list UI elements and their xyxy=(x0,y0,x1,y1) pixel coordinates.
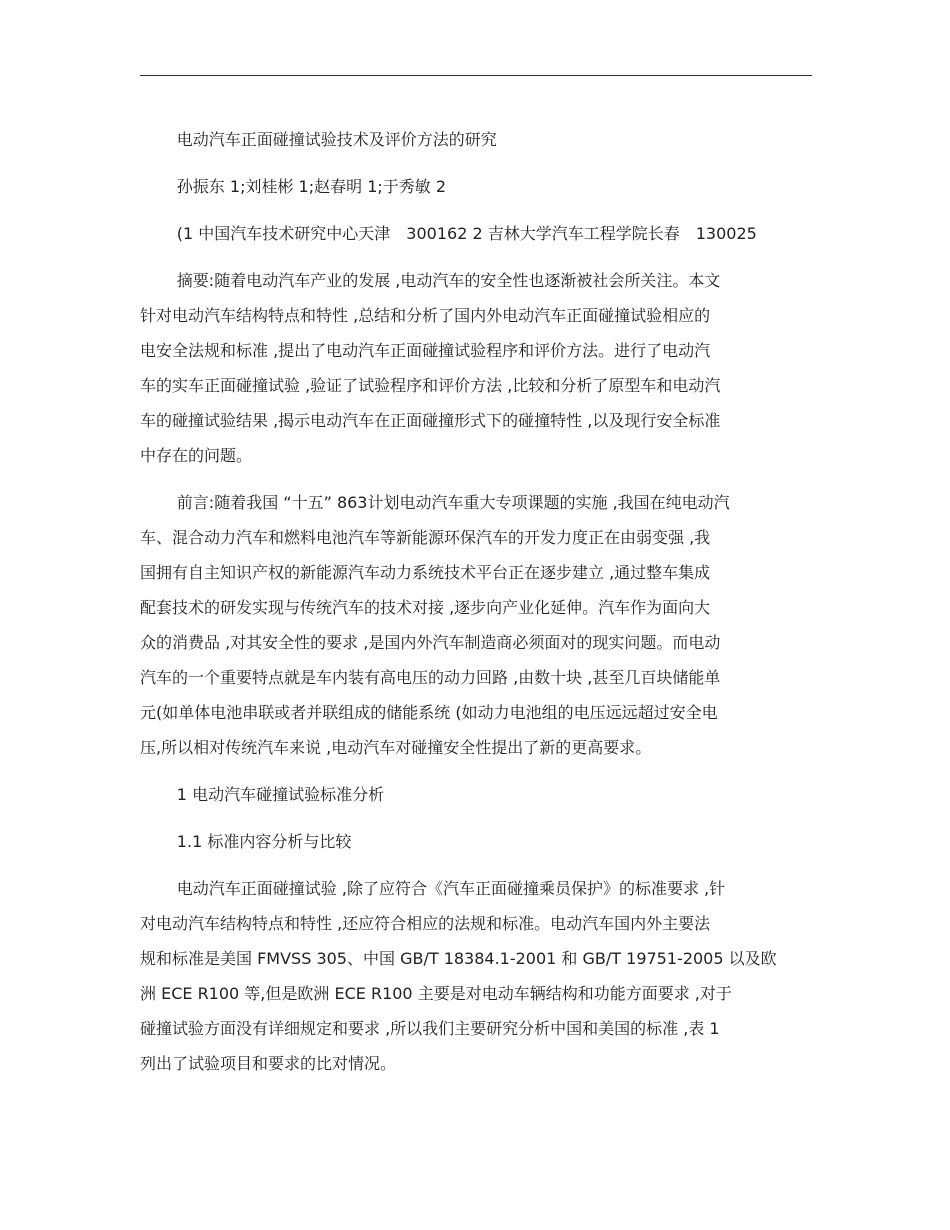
abstract-line: 摘要:随着电动汽车产业的发展 ,电动汽车的安全性也逐渐被社会所关注。本文 xyxy=(176,271,721,290)
body-paragraph xyxy=(140,871,800,1081)
body-line: 列出了试验项目和要求的比对情况。 xyxy=(140,1054,397,1073)
author-list: 孙振东 1;刘桂彬 1;赵春明 1;于秀敏 2 xyxy=(176,177,447,196)
body-line: 碰撞试验方面没有详细规定和要求 ,所以我们主要研究分析中国和美国的标准 ,表 1 xyxy=(140,1019,720,1038)
section-heading-1: 1 电动汽车碰撞试验标准分析 xyxy=(176,785,385,804)
body-line: 洲 ECE R100 等,但是欧洲 ECE R100 主要是对电动车辆结构和功能方面要求 ,对于 xyxy=(140,984,732,1003)
abstract-line: 车的实车正面碰撞试验 ,验证了试验程序和评价方法 ,比较和分析了原型车和电动汽 xyxy=(140,376,721,395)
preface-line: 众的消费品 ,对其安全性的要求 ,是国内外汽车制造商必须面对的现实问题。而电动 xyxy=(140,633,721,652)
article-title: 电动汽车正面碰撞试验技术及评价方法的研究 xyxy=(176,130,497,149)
affiliation-line: (1 中国汽车技术研究中心天津 300162 2 吉林大学汽车工程学院长春 130025 xyxy=(176,224,757,243)
preface-line: 车、混合动力汽车和燃料电池汽车等新能源环保汽车的开发力度正在由弱变强 ,我 xyxy=(140,528,711,547)
abstract-line: 电安全法规和标准 ,提出了电动汽车正面碰撞试验程序和评价方法。进行了电动汽 xyxy=(140,341,711,360)
abstract-line: 针对电动汽车结构特点和特性 ,总结和分析了国内外电动汽车正面碰撞试验相应的 xyxy=(140,306,711,325)
body-line: 对电动汽车结构特点和特性 ,还应符合相应的法规和标准。电动汽车国内外主要法 xyxy=(140,914,711,933)
preface-line: 配套技术的研发实现与传统汽车的技术对接 ,逐步向产业化延伸。汽车作为面向大 xyxy=(140,598,711,617)
preface-line: 元(如单体电池串联或者并联组成的储能系统 (如动力电池组的电压远远超过安全电 xyxy=(140,703,718,722)
preface-line: 国拥有自主知识产权的新能源汽车动力系统技术平台正在逐步建立 ,通过整车集成 xyxy=(140,563,711,582)
document-body xyxy=(140,122,800,1081)
body-line: 电动汽车正面碰撞试验 ,除了应符合《汽车正面碰撞乘员保护》的标准要求 ,针 xyxy=(176,879,726,898)
section-heading-1-1: 1.1 标准内容分析与比较 xyxy=(176,832,352,851)
header-rule xyxy=(140,75,812,76)
abstract-paragraph xyxy=(140,263,800,473)
preface-line: 汽车的一个重要特点就是车内装有高电压的动力回路 ,由数十块 ,甚至几百块储能单 xyxy=(140,668,721,687)
abstract-line: 中存在的问题。 xyxy=(140,446,253,465)
preface-paragraph xyxy=(140,485,800,765)
body-line: 规和标准是美国 FMVSS 305、中国 GB/T 18384.1-2001 和 GB/T 19751-2005 以及欧 xyxy=(140,949,777,968)
preface-line: 前言:随着我国 “十五” 863计划电动汽车重大专项课题的实施 ,我国在纯电动汽 xyxy=(176,493,730,512)
preface-line: 压,所以相对传统汽车来说 ,电动汽车对碰撞安全性提出了新的更高要求。 xyxy=(140,738,652,757)
abstract-line: 车的碰撞试验结果 ,揭示电动汽车在正面碰撞形式下的碰撞特性 ,以及现行安全标准 xyxy=(140,411,721,430)
